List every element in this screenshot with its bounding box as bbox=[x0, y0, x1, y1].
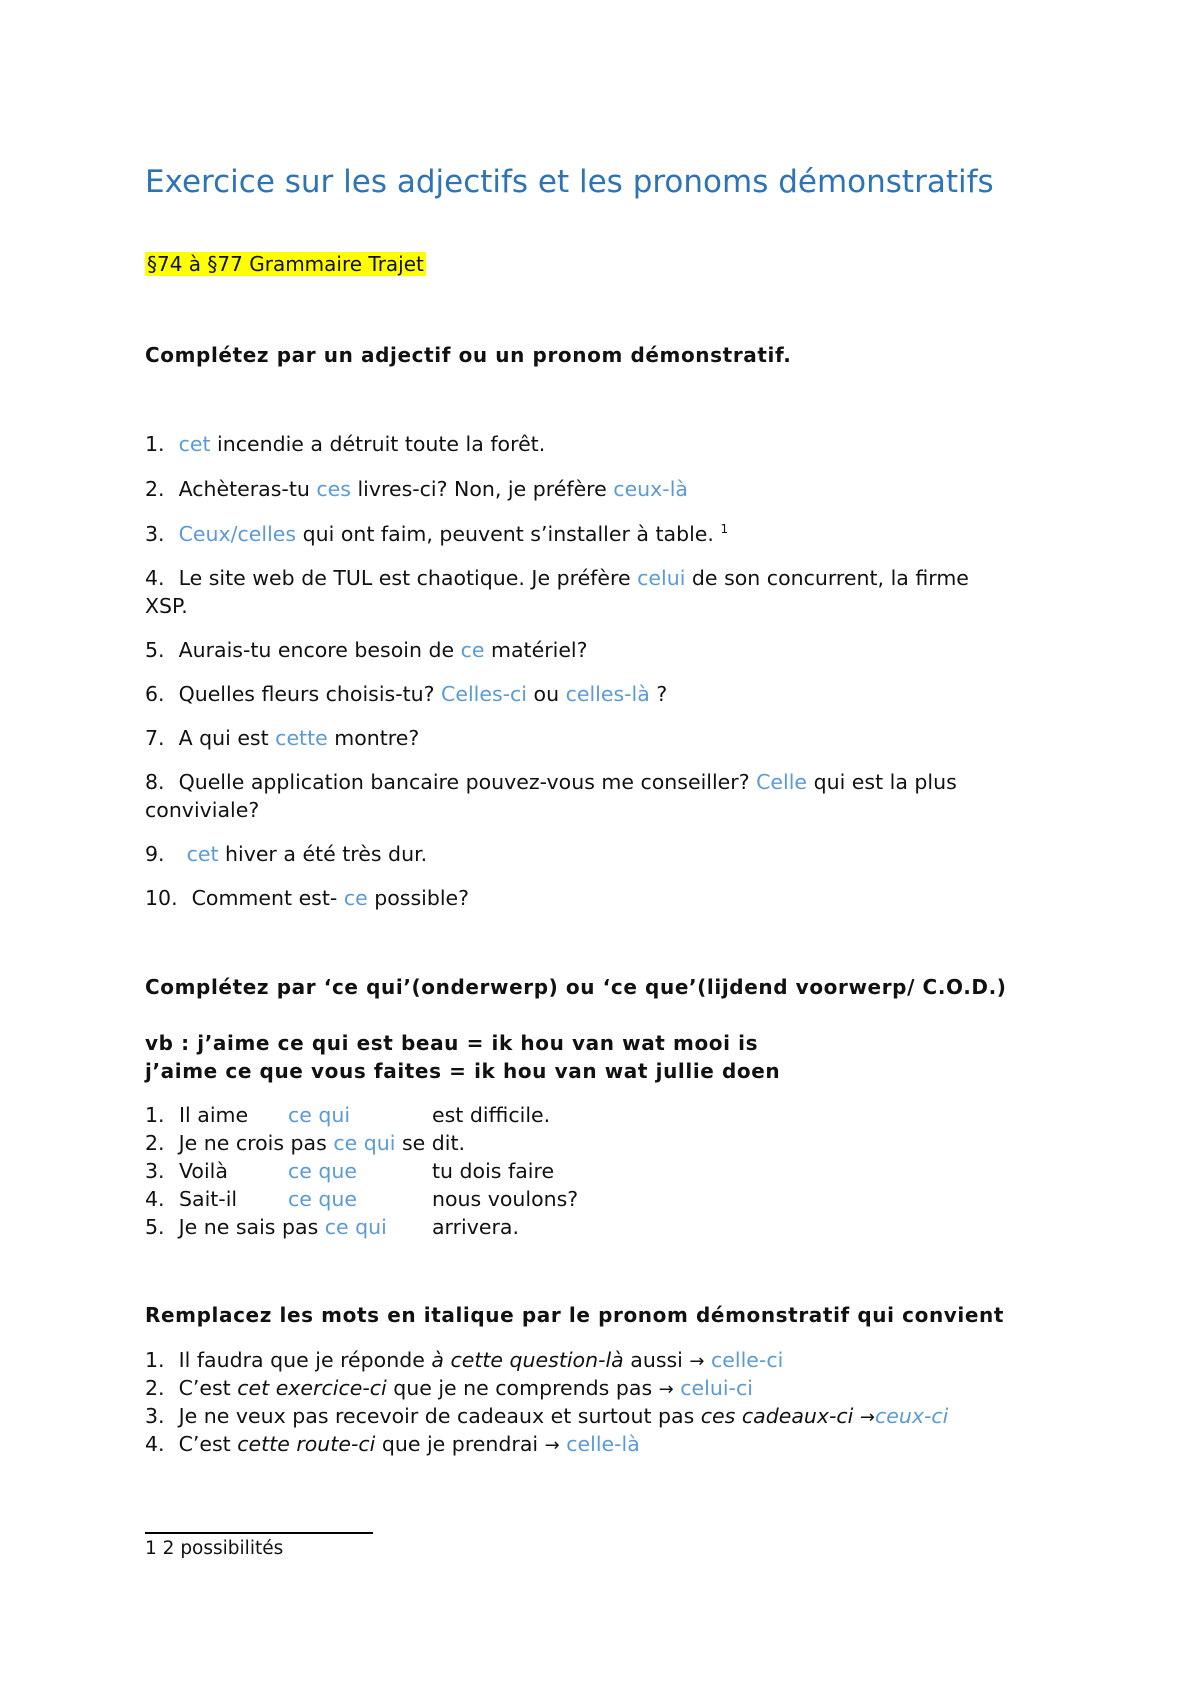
answer: ce qui bbox=[288, 1103, 351, 1127]
answer: ceux-ci bbox=[875, 1404, 949, 1428]
answer: celles-là bbox=[565, 682, 650, 706]
footnote-number: 1 bbox=[145, 1538, 157, 1559]
arrow-right-icon: → bbox=[658, 1379, 674, 1400]
list-item: 1. cet incendie a détruit toute la forêt. bbox=[145, 432, 546, 456]
list-item: 2. Achèteras-tu ces livres-ci? Non, je préfère ceux-là bbox=[145, 477, 688, 501]
answer: ce bbox=[343, 886, 368, 910]
answer: ce bbox=[460, 638, 485, 662]
list-item: 2. C’est cet exercice-ci que je ne comprends pas → celui-ci bbox=[145, 1376, 753, 1400]
italic-phrase: ces cadeaux-ci bbox=[700, 1404, 854, 1428]
answer: celui-ci bbox=[680, 1376, 753, 1400]
answer: cet bbox=[178, 432, 211, 456]
answer: ceux-là bbox=[613, 477, 688, 501]
answer: Ceux/celles bbox=[178, 522, 297, 546]
list-item-continuation: XSP. bbox=[145, 594, 188, 618]
section3-heading: Remplacez les mots en italique par le pronom démonstratif qui convient bbox=[145, 1303, 1005, 1327]
answer: celui bbox=[637, 566, 686, 590]
list-item: 10. Comment est- ce possible? bbox=[145, 886, 470, 910]
section1-heading: Complétez par un adjectif ou un pronom démonstratif. bbox=[145, 343, 792, 367]
list-item: 9. cet hiver a été très dur. bbox=[145, 842, 428, 866]
italic-phrase: cet exercice-ci bbox=[237, 1376, 387, 1400]
arrow-right-icon: → bbox=[544, 1435, 560, 1456]
list-item-continuation: conviviale? bbox=[145, 798, 260, 822]
answer: cet bbox=[186, 842, 219, 866]
list-item: 7. A qui est cette montre? bbox=[145, 726, 420, 750]
arrow-right-icon: → bbox=[859, 1407, 875, 1428]
list-item: 3. Voilà ce que tu dois faire bbox=[145, 1159, 555, 1183]
grammar-reference: §74 à §77 Grammaire Trajet bbox=[147, 252, 424, 276]
footnote-marker: 1 bbox=[720, 522, 729, 537]
list-item: 2. Je ne crois pas ce qui se dit. bbox=[145, 1131, 466, 1155]
answer: Celle bbox=[756, 770, 808, 794]
answer: ce qui bbox=[324, 1215, 387, 1239]
footnote-text: 2 possibilités bbox=[156, 1538, 284, 1559]
answer: ce qui bbox=[333, 1131, 396, 1155]
answer: ces bbox=[316, 477, 351, 501]
arrow-right-icon: → bbox=[689, 1351, 705, 1372]
list-item: 1. Il aime ce qui est difficile. bbox=[145, 1103, 551, 1127]
list-item: 1. Il faudra que je réponde à cette question-là aussi → celle-ci bbox=[145, 1348, 784, 1372]
list-item: 6. Quelles fleurs choisis-tu? Celles-ci ou celles-là ? bbox=[145, 682, 668, 706]
answer: celle-là bbox=[566, 1432, 640, 1456]
list-item: 5. Je ne sais pas ce qui arrivera. bbox=[145, 1215, 520, 1239]
answer: cette bbox=[275, 726, 328, 750]
list-item: 3. Ceux/celles qui ont faim, peuvent s’installer à table. $^1$ bbox=[145, 522, 729, 546]
list-item: 4. Sait-il ce que nous voulons? bbox=[145, 1187, 579, 1211]
list-item: 8. Quelle application bancaire pouvez-vous me conseiller? Celle qui est la plus bbox=[145, 770, 957, 794]
list-item: 5. Aurais-tu encore besoin de ce matériel? bbox=[145, 638, 588, 662]
page-title: Exercice sur les adjectifs et les pronoms démonstratifs bbox=[145, 164, 994, 200]
italic-phrase: à cette question-là bbox=[431, 1348, 624, 1372]
list-item: 3. Je ne veux pas recevoir de cadeaux et surtout pas ces cadeaux-ci →ceux-ci bbox=[145, 1404, 949, 1428]
answer: celle-ci bbox=[711, 1348, 784, 1372]
example-line: vb : j’aime ce qui est beau = ik hou van wat mooi is bbox=[145, 1031, 759, 1055]
list-item: 4. Le site web de TUL est chaotique. Je préfère celui de son concurrent, la firme bbox=[145, 566, 969, 590]
section2-heading: Complétez par ‘ce qui’(onderwerp) ou ‘ce que’(lijdend voorwerp/ C.O.D.) bbox=[145, 975, 1007, 999]
answer: Celles-ci bbox=[441, 682, 528, 706]
answer: ce que bbox=[288, 1159, 358, 1183]
footnote bbox=[145, 1538, 283, 1559]
list-item: 4. C’est cette route-ci que je prendrai → celle-là bbox=[145, 1432, 640, 1456]
example-line: j’aime ce que vous faites = ik hou van wat jullie doen bbox=[145, 1059, 781, 1083]
italic-phrase: cette route-ci bbox=[237, 1432, 376, 1456]
footnote-separator bbox=[145, 1532, 373, 1534]
answer: ce que bbox=[288, 1187, 358, 1211]
